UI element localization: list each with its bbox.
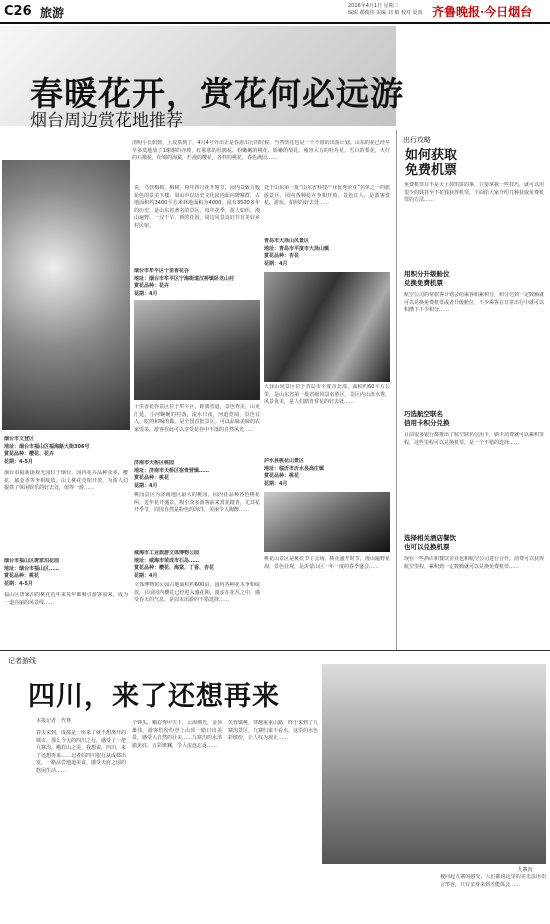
sidebar-tip2-text: 目前很多银行都推出了航空联名信用卡，刷卡消费就可以累积里程，这些里程可以兑换机票，是一个不错的选择……: [404, 432, 544, 446]
sidebar-tip2-head: 巧选航空联名 信用卡积分兑换: [404, 410, 450, 427]
travelogue-tag: 记者游线: [8, 657, 36, 665]
newspaper-logo: 齐鲁晚报·今日烟台: [432, 5, 533, 19]
blossom-photo-right: [264, 272, 390, 382]
feature-body-7: 桃花山景区是桃花节主会场，桃花盛开时节，漫山遍野花海，景色壮观，是沂蒙山区一年一度的春季盛会……: [264, 556, 390, 570]
sidebar-tip3-head: 选择相关酒店餐饮 也可以兑换机票: [404, 534, 456, 551]
spot-e: 泸水县桃花山景区 地址：临沂市沂水县高庄镇 赏花品种：桃花 花期：4月: [264, 458, 325, 487]
jiuzhaigou-photo: [322, 664, 546, 864]
section-rule: [0, 650, 550, 651]
feature-body-4: 文体博物馆公园占地面积约600亩，园内各种花木争相绽放，目前园内樱花已经进入盛花期，漫步在花丛之中，感受春天的气息，是周末出游的不错选择……: [134, 582, 260, 604]
issue-meta: 2016年4月1日 星期三 编辑 郝俊伟 美编 刘 敏 校对 夏雨: [348, 3, 423, 16]
spot-g: 烟台市福山区唐家泊花园 地址：烟台市福山区…… 赏花品种：桃花 花期：4-5月: [4, 558, 60, 587]
photo-caption: 九寨沟: [517, 867, 533, 873]
travelogue-col-1: 春天来到，成都是一座来了就不想离开的城市，那么今天的四川之行，感受了一把九寨沟，峨眉山之美，我想说，四川，来了还想再来……记者的四川旅行从成都出发，一路品尝地道美食，感受天府之国的悠闲生活……: [36, 730, 126, 774]
blossom-photo-mid: [134, 300, 260, 400]
sidebar-label: 出行攻略: [403, 136, 431, 144]
feature-body-8: 烟台市福新街观光园位于烟台，园内花卉品种众多，樱花、郁金香等争相绽放，山上桃花竞相开放，为游人们提供了休闲娱乐的好去处，值得一游……: [4, 470, 128, 492]
feature-body-5: 处于山东第一批“山东省科技产业优秀企业”名单之一的旅游景区，园内各种花卉争相开放，景色宜人，是游客赏花、游玩、拍照的好去处……: [264, 185, 390, 207]
feature-headline: 春暖花开，赏花何必远游: [30, 74, 404, 113]
sidebar-lead: 免费机票并不是天上掉馅饼的事，只要掌握一些技巧，就可以用很少的钱甚至不花钱获得机票，下面给大家介绍几种获取免费机票的方法……: [404, 182, 544, 204]
feature-body-9: 福山区唐家泊的桃花近年来每年都吸引游客前来，成为一道亮丽的风景线……: [4, 592, 128, 606]
sidebar-tip1-head: 用积分升级舱位 兑换免费机票: [404, 270, 450, 287]
sidebar-tip3-text: 现在一些酒店和餐饮企业也和航空公司进行合作，消费可以获得航空里程，累积到一定数额就可以兑换免费机票……: [404, 556, 544, 570]
spot-c: 威海市工业旅游文体博物公园 地址：威海市荣成市石岛…… 赏花品种：樱花、海棠、丁香、杏花 花期：4月: [134, 550, 215, 579]
spot-a: 烟台市牟平区十里香花谷 地址：烟台市牟平区宁海街道汉桥镇卧龙山村 赏花品种：花卉 花期：4月: [134, 268, 235, 297]
travelogue-author: 本报记者 代赛: [36, 718, 72, 724]
sidebar-tip1-text: 航空公司的常旅客计划会给乘客积累积分，积分达到一定数额就可以兑换免费机票或者升级舱位，不少乘客在日常出行中就可以积攒下不少积分……: [404, 292, 544, 314]
section-name: 旅游: [40, 6, 65, 20]
travelogue-headline: 四川，来了还想再来: [28, 681, 280, 712]
page-header: [0, 0, 550, 22]
sidebar-divider: [396, 130, 397, 650]
sidebar-title: 如何获取 免费机票: [405, 148, 458, 178]
feature-subhead: 烟台周边赏花地推荐: [30, 111, 183, 131]
feature-intro: 清明小长假到，上坟墓到了，4月4号外出正是春游出行的时候，当然赏花也是一个不错的出游计划。山东的花已经早早多莫地放了1谢谢的亦坡，红那那的杜鹃花、粉嫩嫩的桃花、娇嫩的梨花、雍容大方的牡丹花，雪白的梨花，火红的石榴花，纷锦的海棠，烂漫的樱花，各样的桃花，春色满园……: [132, 140, 390, 162]
blossom-photo-lower-right: [264, 492, 390, 552]
feature-body-6: 大泽山风景区位于青岛市平度市北部，面积约60平方公里，是山东省第一批省级风景名胜区，景区内山清水秀，风景优美，是人们踏青赏花的好去处……: [264, 384, 390, 406]
page-number: C26: [4, 4, 32, 19]
spot-f: 烟台市文登区 地址：烟台市福山区福海路大街306号 赏花品种：樱花、花卉 花期：4-5月: [4, 436, 90, 465]
spot-d: 青岛市大泽山风景区 地址：青岛市平度市大泽山镇 赏花品种：杏花 花期：4月: [264, 238, 330, 267]
feature-body-2: 十里香花谷景区位于牟平区，距离省道，景色秀美，山更汇延，小河蜿蜒的村落，流水日夜，河道宽阔，景色宜人，吃的和喝的都。是全国首批景区。可以品味美味的农家饭菜，游客在此可以享受花谷中不落的自然风光……: [134, 404, 260, 433]
travelogue-col-3: 芙蓉镇桃，穿越重重山路，终于来到了九寨沟景区，九寨归来不看水，这里的水色彩缤纷，让人叹为观止……: [228, 720, 318, 742]
header-rule: [0, 22, 550, 24]
feature-body-1: 说，乌营梅树，梅树，每年四月花开时节，园内景致万般花色的景美玉楼，周山中以历史文化园内面向牌寨群，占地面积约3400平方米林地面积为4000，园有3500多年的历史，是山东省著名的景区，每年花季，游人如织，漫山遍野，一汉干旱，新的花海，周边风景良好并有美好乡村民宿。: [134, 185, 260, 229]
travelogue-col-5: 被问起九寨的感受，人们都说这里的美无法用语言形容，只有亲身来到才能体会……: [440, 874, 546, 888]
feature-body-3: 桃园景区为济南地区最大的桃园，园内花品种各色桃花两，近年花开盛景，吸引众多游客前来赏花踏青，尤其花开季节，周围自然是粉色的海洋，美丽令人陶醉……: [134, 492, 260, 514]
travelogue-col-2: 个钟头，峨眉秀甲天下，云海佛光，金顶雄伟，游客们纷纷登上山顶一睹日出美景，感受大自然的壮美……九寨沟的水清澈见底，五彩斑斓，令人流连忘返……: [132, 720, 222, 749]
spot-b: 济南市天桥区桃园 地址：济南市天桥区宿贵营镇…… 赏花品种：桃花 花期：4月: [134, 460, 210, 489]
blossom-photo-left: [2, 160, 130, 430]
